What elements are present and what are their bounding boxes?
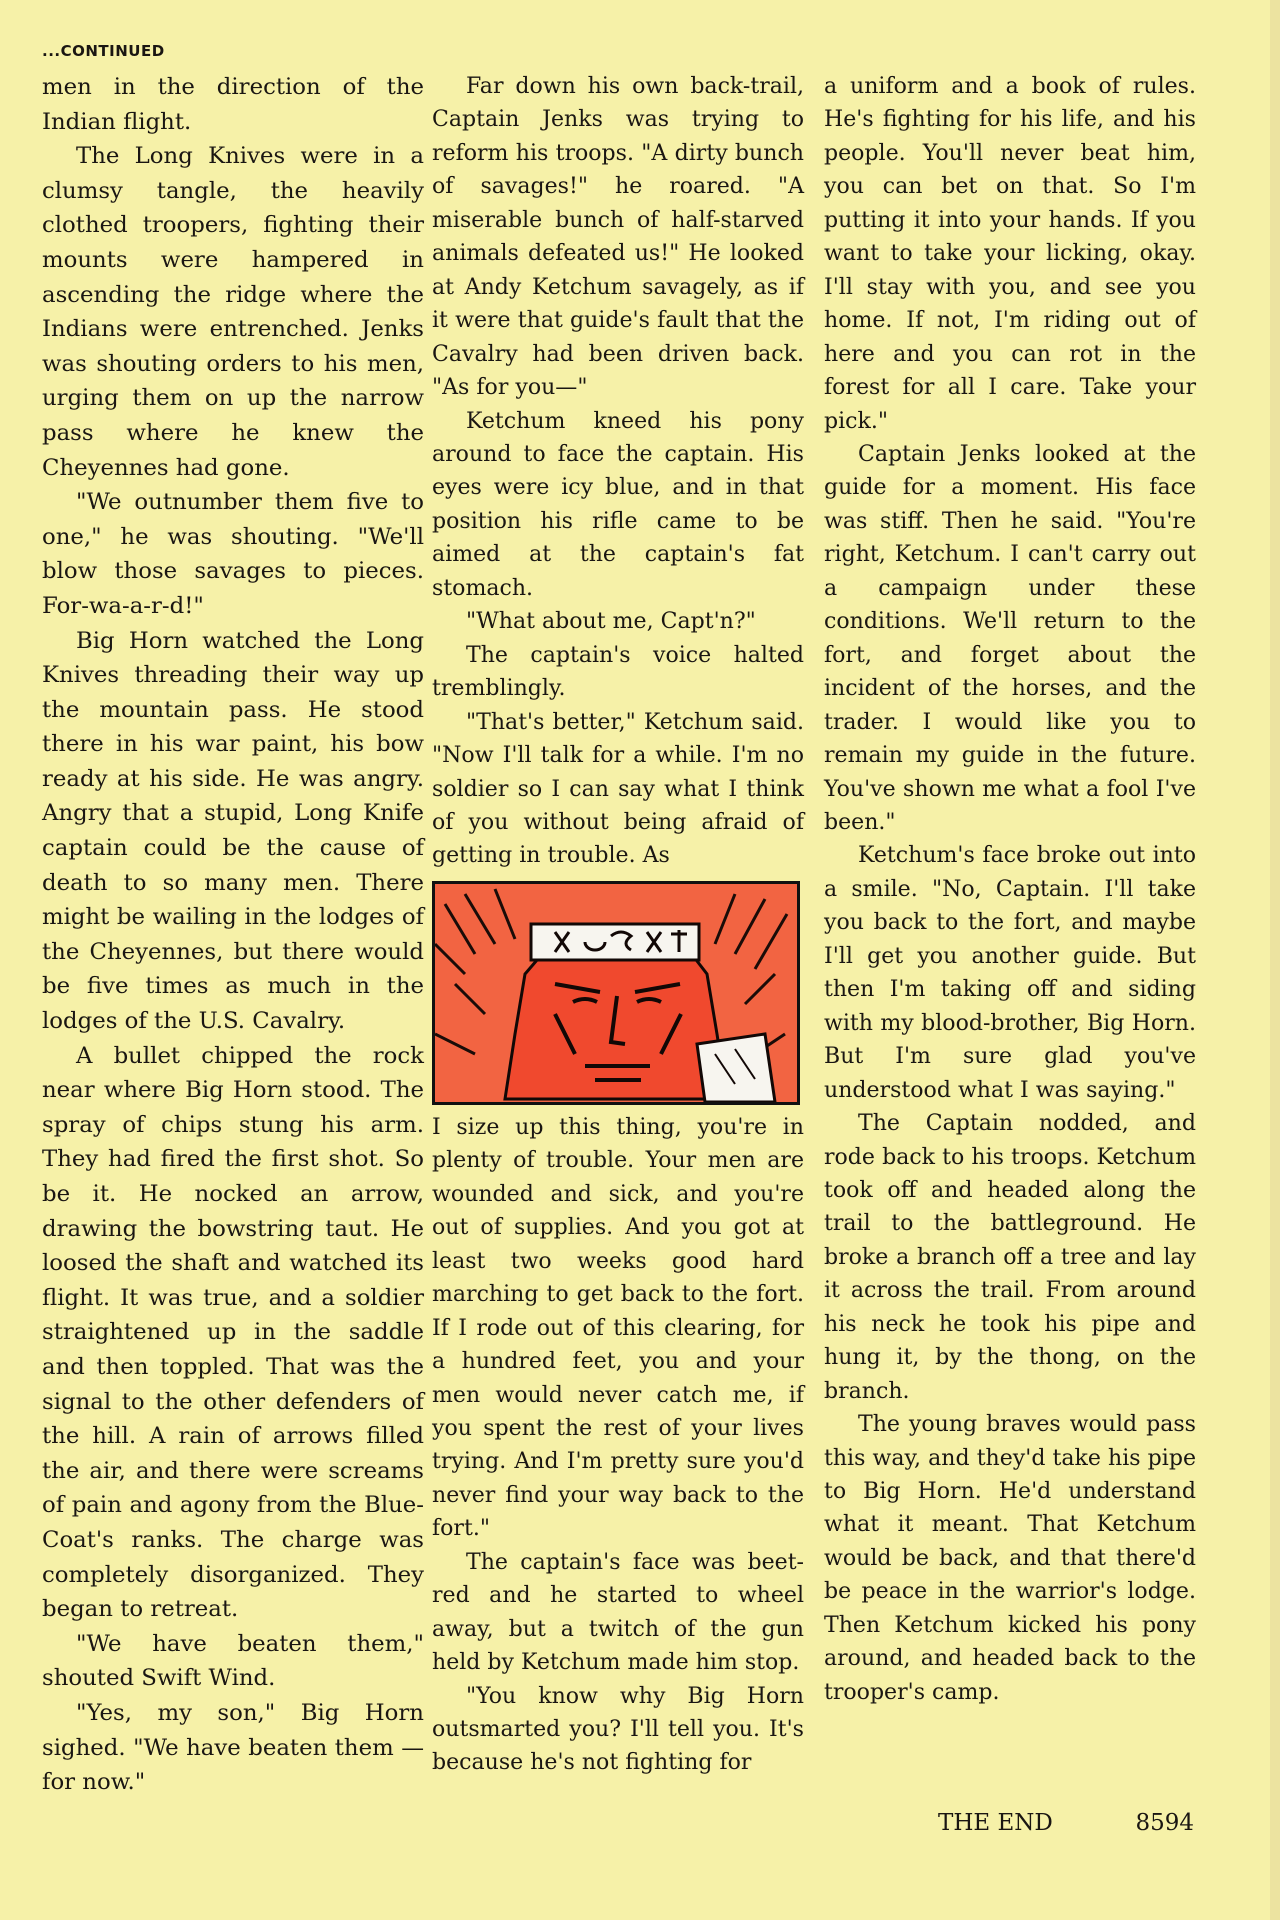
paragraph: The Long Knives were in a clumsy tangle, the heavily clothed troopers, fighting their mounts were hampered in ascending the ridge where the Indians were entrenched. Jenks was shouting orders to his men, urging them on up the narrow pass where he knew the Cheyennes had gone. bbox=[42, 143, 424, 481]
paragraph: The captain's face was beet-red and he started to wheel away, but a twitch of the gun held by Ketchum made him stop. bbox=[432, 1549, 804, 1676]
the-end-label: THE END bbox=[938, 1810, 1053, 1836]
paragraph: The young braves would pass this way, and they'd take his pipe to Big Horn. He'd understand what it meant. That Ketchum would be back, and that there'd be peace in the warrior's lodge. Then Ketchum kicked his pony around, and headed back to the trooper's camp. bbox=[824, 1412, 1196, 1705]
text-column-3 bbox=[824, 70, 1196, 1709]
paragraph: Big Horn watched the Long Knives threading their way up the mountain pass. He stood there in his war paint, his bow ready at his side. He was angry. Angry that a stupid, Long Knife captain could be the cause of death to so many men. There might be wailing in the lodges of the Cheyennes, but there would be five times as much in the lodges of the U.S. Cavalry. bbox=[42, 627, 424, 1035]
paragraph: a uniform and a book of rules. He's fighting for his life, and his people. You'll never beat him, you can bet on that. So I'm putting it into your hands. If you want to take your licking, okay. I'll stay with you, and see you home. If not, I'm riding out of here and you can rot in the forest for all I care. Take your pick." bbox=[824, 74, 1196, 434]
paragraph: The captain's voice halted tremblingly. bbox=[432, 642, 804, 702]
continued-label: ...CONTINUED bbox=[42, 42, 165, 60]
chief-illustration bbox=[432, 881, 800, 1105]
paragraph: "You know why Big Horn outsmarted you? I'll tell you. It's because he's not fighting for bbox=[432, 1683, 804, 1776]
paragraph: "We outnumber them five to one," he was shouting. "We'll blow those savages to pieces. For-wa-a-r-d!" bbox=[42, 489, 424, 619]
page-code: 8594 bbox=[1135, 1810, 1194, 1836]
paragraph: "Yes, my son," Big Horn sighed. "We have beaten them — for now." bbox=[42, 1699, 424, 1796]
paragraph: Ketchum's face broke out into a smile. "No, Captain. I'll take you back to the fort, and maybe I'll get you another guide. But then I'm taking off and siding with my blood-brother, Big Horn. But I'm sure glad you've understood what I was saying." bbox=[824, 843, 1196, 1103]
paragraph: men in the direction of the Indian flight. bbox=[42, 74, 424, 135]
paragraph: A bullet chipped the rock near where Big Horn stood. The spray of chips stung his arm. They had fired the first shot. So be it. He nocked an arrow, drawing the bowstring taut. He loosed the shaft and watched its flight. It was true, and a soldier straightened up in the saddle and then toppled. That was the signal to the other defenders of the hill. A rain of arrows filled the air, and there were screams of pain and agony from the Blue-Coat's ranks. The charge was completely disorganized. They began to retreat. bbox=[42, 1042, 424, 1623]
paragraph: Ketchum kneed his pony around to face the captain. His eyes were icy blue, and in that position his rifle came to be aimed at the captain's fat stomach. bbox=[432, 408, 804, 601]
text-column-1 bbox=[42, 70, 424, 1800]
chief-portrait-icon bbox=[435, 884, 797, 1102]
paragraph: "What about me, Capt'n?" bbox=[466, 609, 756, 635]
paragraph: Far down his own back-trail, Captain Jenks was trying to reform his troops. "A dirty bunch of savages!" he roared. "A miserable bunch of half-starved animals defeated us!" He looked at Andy Ketchum savagely, as if it were that guide's fault that the Cavalry had been driven back. "As for you—" bbox=[432, 74, 804, 401]
paragraph: "We have beaten them," shouted Swift Wind. bbox=[42, 1630, 424, 1692]
story-footer bbox=[938, 1806, 1194, 1840]
paragraph: I size up this thing, you're in plenty of trouble. Your men are wounded and sick, and you're out of supplies. And you got at least two weeks good hard marching to get back to the fort. If I rode out of this clearing, for a hundred feet, you and your men would never catch me, if you spent the rest of your lives trying. And I'm pretty sure you'd never find your way back to the fort." bbox=[432, 1114, 804, 1542]
text-column-2 bbox=[432, 70, 804, 1780]
paragraph: The Captain nodded, and rode back to his troops. Ketchum took off and headed along the trail to the battleground. He broke a branch off a tree and lay it across the trail. From around his neck he took his pipe and hung it, by the thong, on the branch. bbox=[824, 1111, 1196, 1404]
paragraph: "That's better," Ketchum said. "Now I'll talk for a while. I'm no soldier so I can say what I think of you without being afraid of getting in trouble. As bbox=[432, 709, 804, 869]
paragraph: Captain Jenks looked at the guide for a moment. His face was stiff. Then he said. "You're right, Ketchum. I can't carry out a campaign under these conditions. We'll return to the fort, and forget about the incident of the horses, and the trader. I would like you to remain my guide in the future. You've shown me what a fool I've been." bbox=[824, 441, 1196, 835]
